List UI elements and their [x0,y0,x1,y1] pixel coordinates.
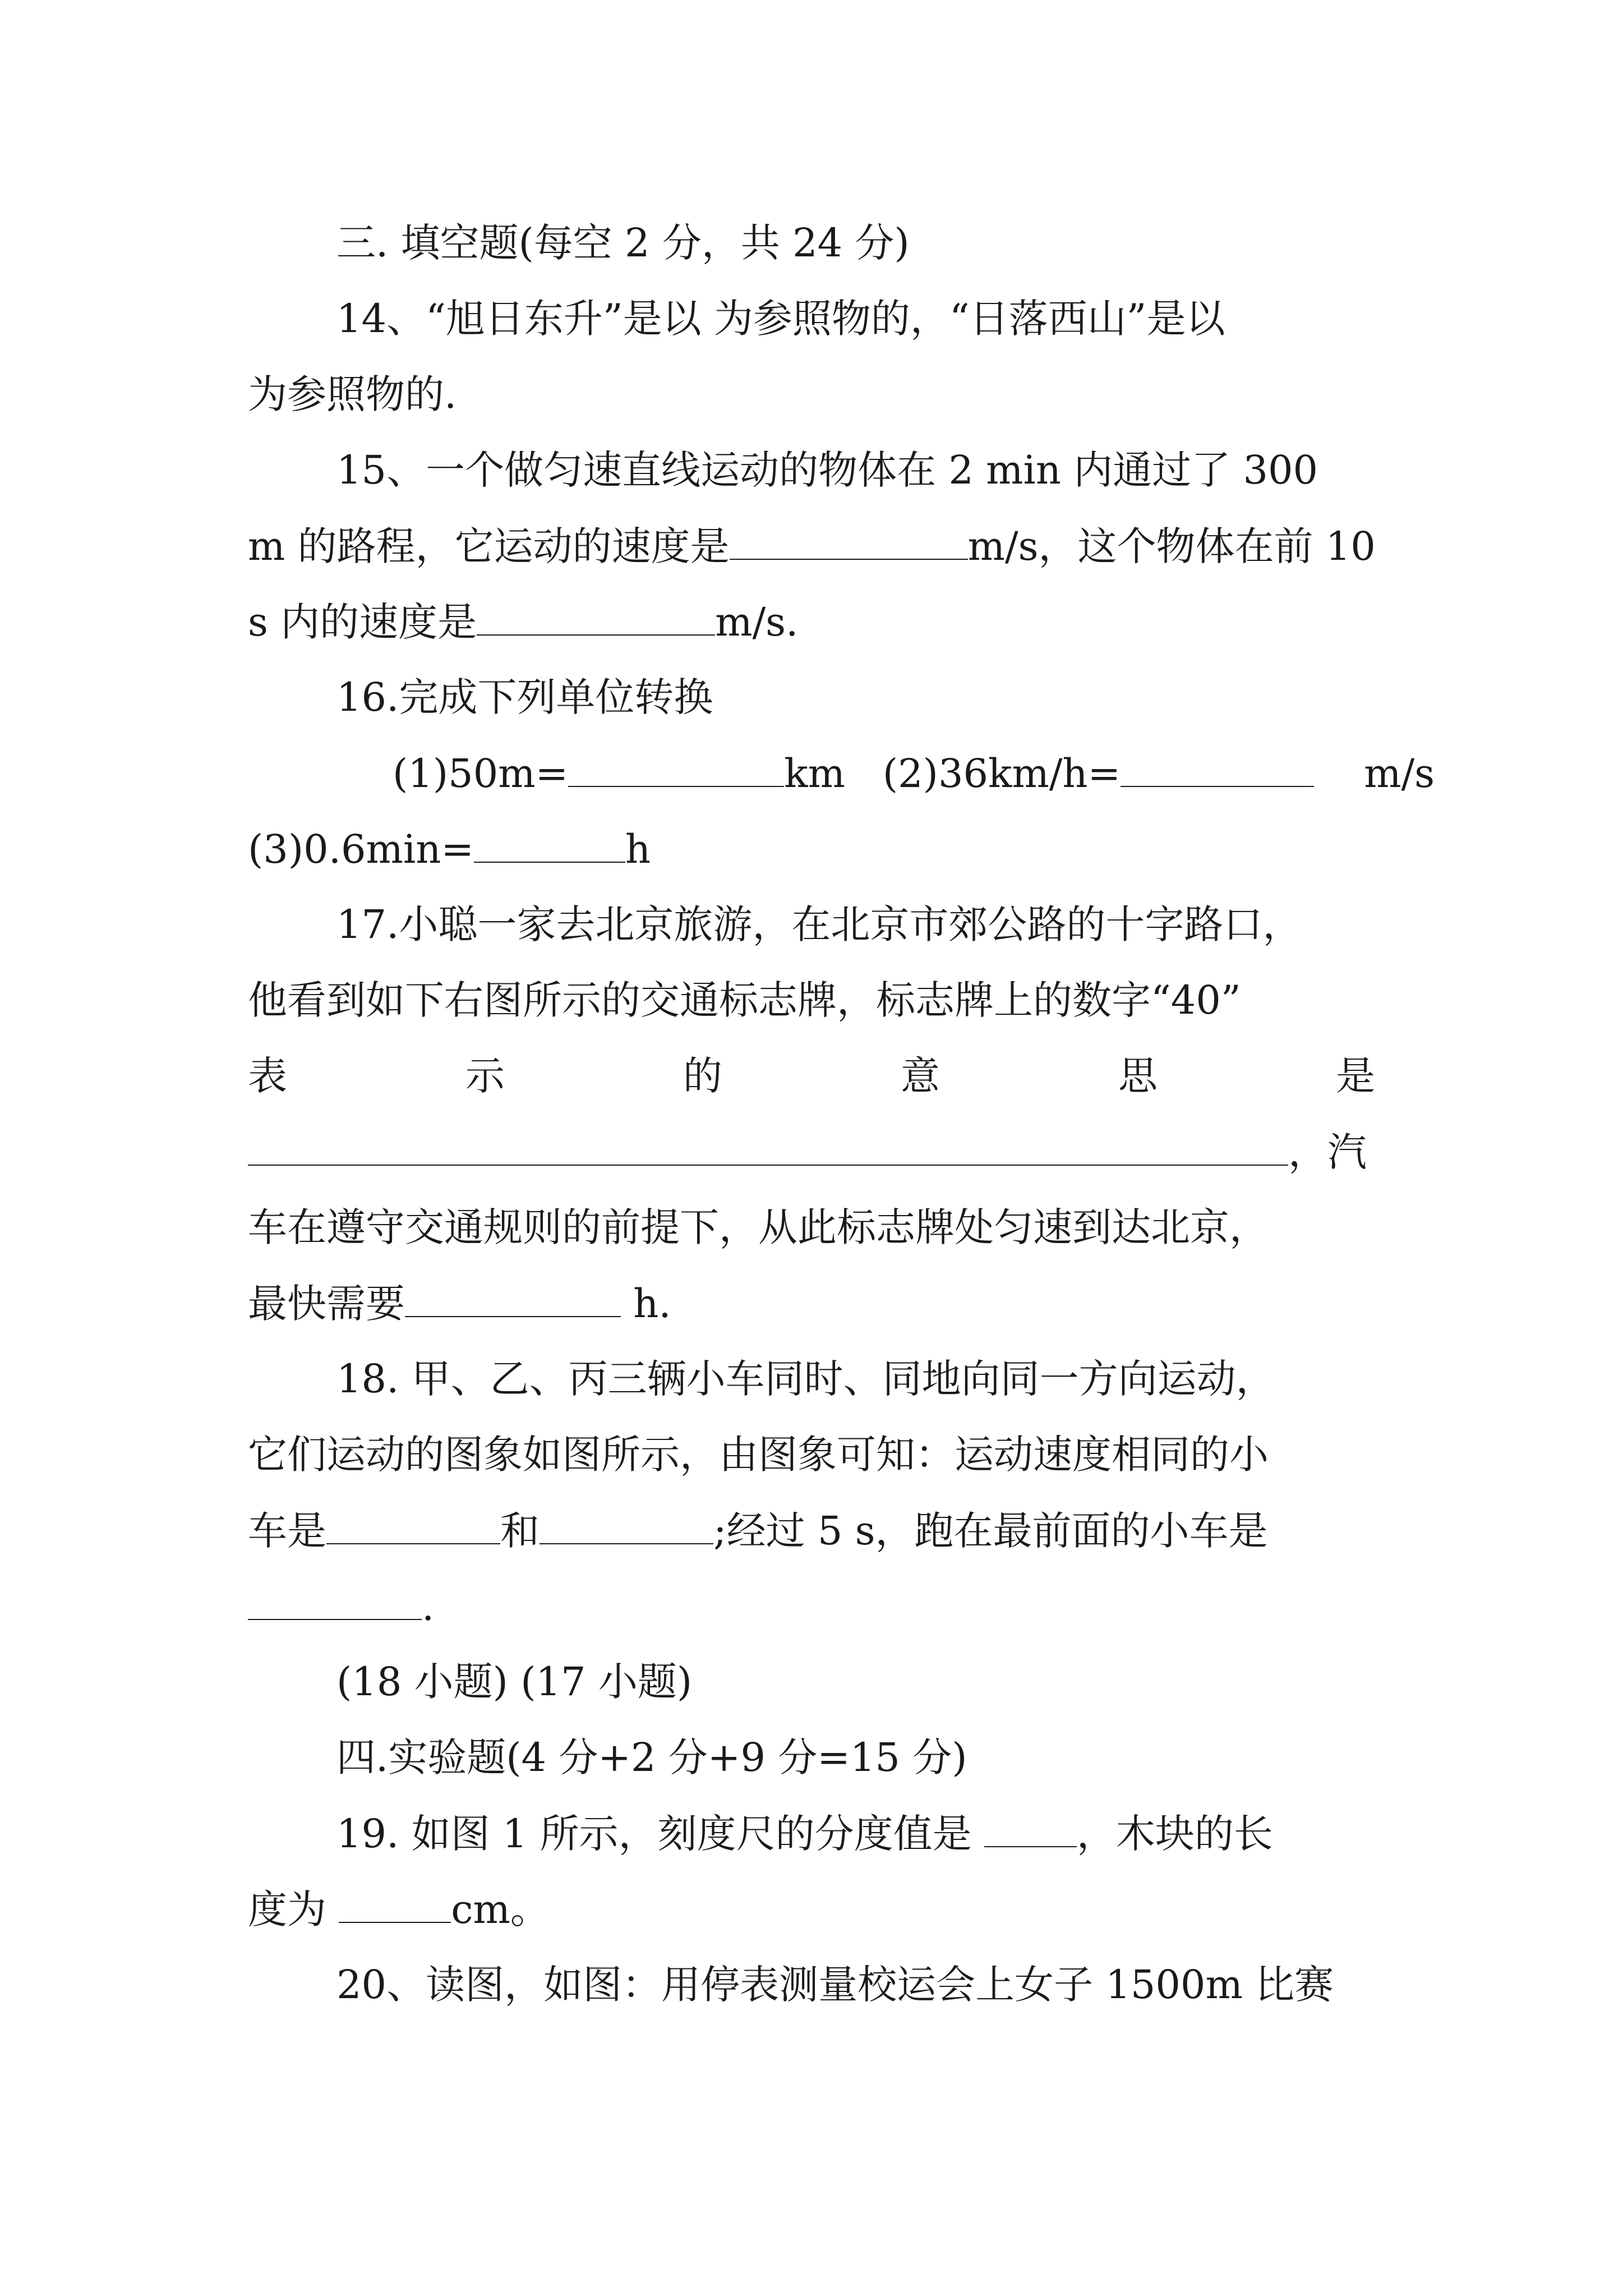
question-15-line-1: 15、一个做匀速直线运动的物体在 2 min 内通过了 300 [336,447,1318,493]
question-19-text: 19. 如图 1 所示，刻度尺的分度值是 [336,1811,972,1857]
answer-blank[interactable] [568,753,784,787]
question-18-line-3 [248,1508,1268,1554]
question-15-line-3 [248,599,799,645]
conversion-2-text: (2)36km/h= [882,751,1121,797]
question-18-line-4 [248,1584,435,1630]
question-15-text: m 的路程，它运动的速度是 [248,523,730,569]
answer-blank[interactable] [248,1586,422,1620]
conversion-2-unit: m/s [1364,751,1435,797]
answer-blank[interactable] [730,526,968,560]
question-17-line-2: 他看到如下右图所示的交通标志牌，标志牌上的数字“40” [248,977,1241,1023]
spread-word: 示 [465,1053,505,1099]
question-17-text: ，汽 [1288,1129,1367,1175]
question-18-line-2: 它们运动的图象如图所示，由图象可知：运动速度相同的小 [248,1432,1269,1478]
question-19-text: cm。 [451,1887,550,1932]
question-18-text: ;经过 5 s，跑在最前面的小车是 [713,1508,1268,1554]
spread-word: 表 [248,1053,287,1099]
answer-blank[interactable] [984,1814,1077,1847]
question-19-text: ，木块的长 [1076,1811,1273,1857]
conversion-1-unit: km [784,751,846,797]
question-17-line-1: 17.小聪一家去北京旅游，在北京市郊公路的十字路口， [336,901,1302,947]
spread-word: 的 [683,1053,722,1099]
section-heading-fill-in: 三. 填空题(每空 2 分，共 24 分) [336,220,910,266]
question-19-text: 度为 [248,1887,326,1932]
answer-blank[interactable] [1121,753,1314,787]
answer-blank[interactable] [474,829,625,863]
question-15-text: m/s. [715,599,799,645]
question-17-line-5: 车在遵守交通规则的前提下，从此标志牌处匀速到达北京， [248,1204,1269,1250]
question-17-line-3 [248,1053,1375,1099]
question-19-line-2 [248,1887,550,1932]
question-18-text: 车是 [248,1508,326,1554]
question-18-line-1: 18. 甲、乙、丙三辆小车同时、同地向同一方向运动， [336,1356,1275,1402]
question-16-line-1: 16.完成下列单位转换 [336,674,713,720]
question-14-line-2: 为参照物的. [248,371,457,417]
spread-word: 是 [1336,1053,1375,1099]
conversion-3-unit: h [625,826,651,872]
answer-blank[interactable] [339,1889,451,1923]
question-17-text: 最快需要 [248,1281,405,1327]
section-heading-experiment: 四.实验题(4 分+2 分+9 分=15 分) [336,1734,967,1780]
question-18-text: . [422,1584,435,1630]
figure-captions: (18 小题) (17 小题) [336,1659,693,1705]
question-18-text: 和 [500,1508,540,1554]
question-15-line-2 [248,523,1376,569]
question-17-line-6 [248,1281,671,1327]
spread-word: 思 [1118,1053,1158,1099]
answer-blank[interactable] [405,1283,621,1317]
answer-blank[interactable] [326,1511,500,1544]
answer-blank[interactable] [540,1511,713,1544]
answer-blank[interactable] [248,1132,1288,1166]
answer-blank[interactable] [477,602,715,636]
question-19-line-1 [336,1811,1273,1857]
question-16-line-2 [393,751,1435,797]
question-20-line-1: 20、读图，如图：用停表测量校运会上女子 1500m 比赛 [336,1962,1334,2008]
question-14-line-1: 14、“旭日东升”是以 为参照物的，“日落西山”是以 [336,296,1225,342]
question-16-line-3 [248,826,651,872]
question-17-text: h. [633,1281,671,1327]
question-15-text: s 内的速度是 [248,599,477,645]
spread-word: 意 [901,1053,940,1099]
question-17-line-4 [248,1129,1367,1175]
question-15-text: m/s，这个物体在前 10 [967,523,1376,569]
conversion-1-text: (1)50m= [393,751,569,797]
conversion-3-text: (3)0.6min= [248,826,474,872]
